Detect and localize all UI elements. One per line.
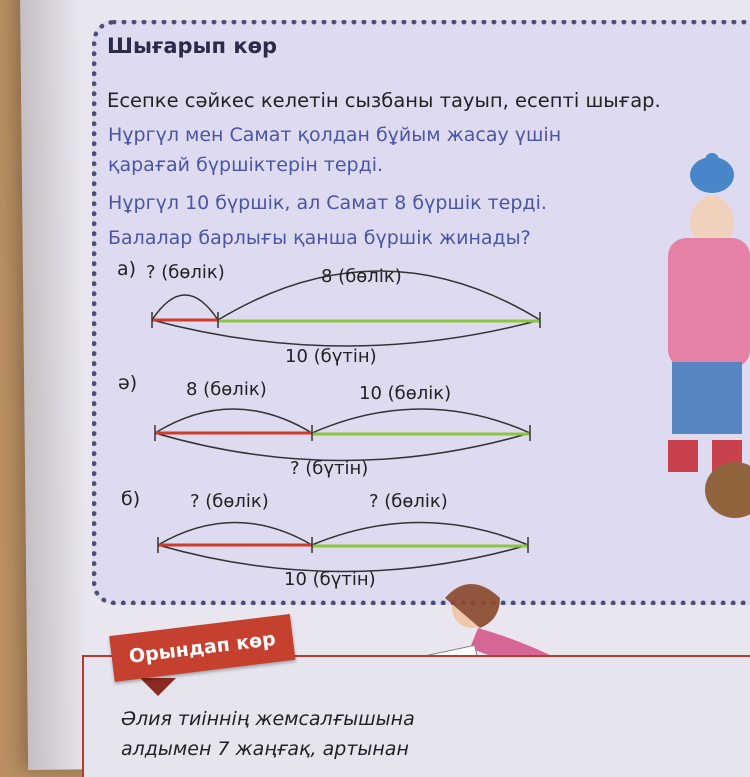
girl-illustration <box>668 153 750 518</box>
diagram-c-right-arc <box>312 523 528 546</box>
diagram-a-marker: а) <box>117 258 137 280</box>
task-line-1: Әлия тиіннің жемсалғышына <box>121 708 415 730</box>
problem-line-2: қарағай бүршіктерін терді. <box>108 154 384 176</box>
section-ribbon: Орындап көр <box>109 614 295 682</box>
diagram-c-left-arc <box>158 523 312 546</box>
diagram-c-marker: б) <box>121 488 141 510</box>
diagram-b-marker: ә) <box>118 372 138 394</box>
task-line-2: алдымен 7 жаңғақ, артынан <box>121 738 409 760</box>
instruction-text: Есепке сәйкес келетін сызбаны тауып, есепті шығар. <box>107 89 661 112</box>
diagram-c-right-label: ? (бөлік) <box>369 491 448 512</box>
diagram-c-left-label: ? (бөлік) <box>190 491 269 512</box>
diagram-b-left-arc <box>155 409 312 433</box>
ribbon-tail <box>140 678 176 696</box>
diagram-a-left-label: ? (бөлік) <box>146 262 225 283</box>
section-title: Шығарып көр <box>107 34 278 58</box>
problem-line-3: Нұргүл 10 бүршік, ал Самат 8 бүршік терді. <box>108 192 547 214</box>
problem-line-1: Нұргүл мен Самат қолдан бұйым жасау үшін <box>108 124 562 146</box>
diagram-b-bottom-arc <box>155 433 530 461</box>
diagram-b-bottom-label: ? (бүтін) <box>290 458 369 479</box>
diagram-a-right-label: 8 (бөлік) <box>321 266 402 287</box>
diagram-a-bottom-arc <box>152 320 540 346</box>
diagram-a-bottom-label: 10 (бүтін) <box>285 346 377 367</box>
diagram-b-right-label: 10 (бөлік) <box>359 383 452 404</box>
diagram-b-left-label: 8 (бөлік) <box>186 379 267 400</box>
diagram-c-bottom-label: 10 (бүтін) <box>284 569 376 590</box>
diagram-c-bottom-arc <box>158 545 528 572</box>
diagram-a-left-arc <box>152 295 218 320</box>
problem-line-4: Балалар барлығы қанша бүршік жинады? <box>108 227 531 249</box>
diagram-b-right-arc <box>312 409 530 433</box>
